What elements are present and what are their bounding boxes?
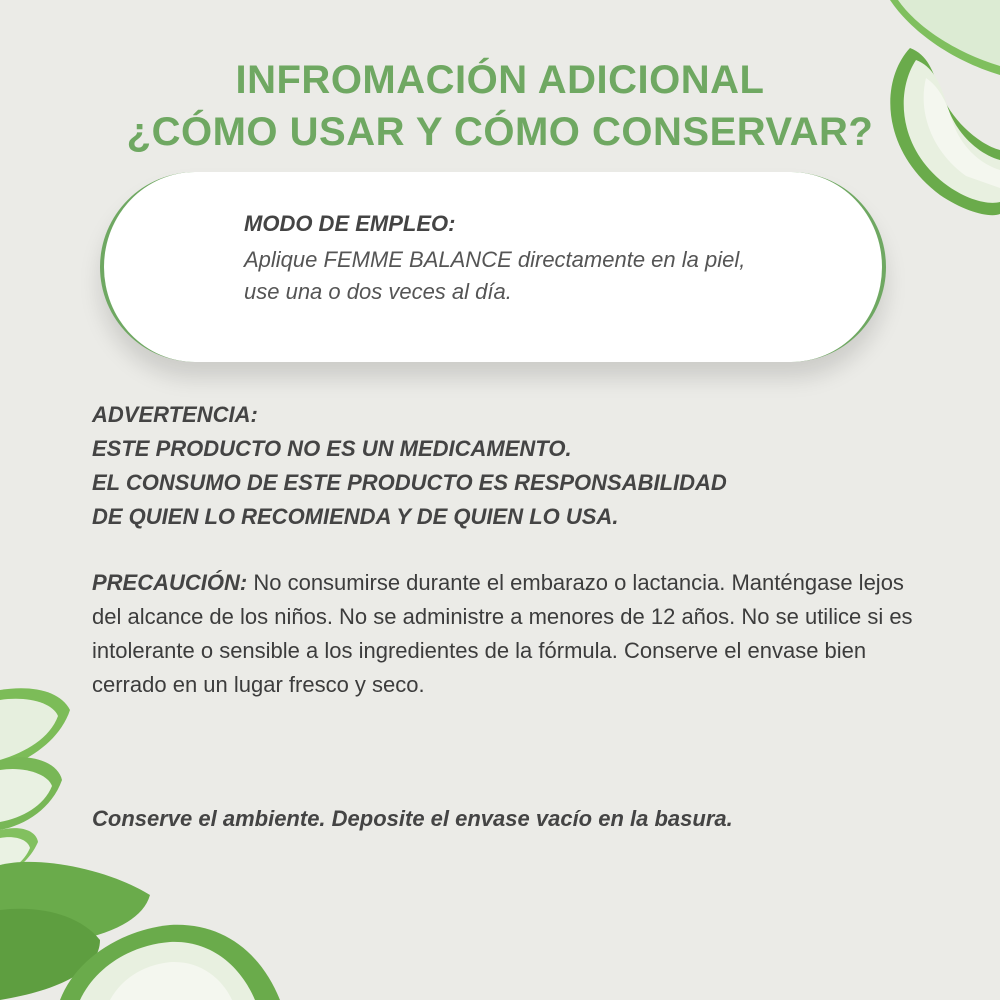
precaution-block xyxy=(92,566,922,702)
usage-heading: MODO DE EMPLEO: xyxy=(244,211,456,236)
warning-line: ADVERTENCIA: xyxy=(92,402,258,427)
warning-line: ESTE PRODUCTO NO ES UN MEDICAMENTO. xyxy=(92,436,572,461)
precaution-label: PRECAUCIÓN: xyxy=(92,570,248,595)
usage-text: Aplique FEMME BALANCE directamente en la piel, use una o dos veces al día. xyxy=(244,247,746,304)
aloe-vera-bottom-left-icon xyxy=(0,680,280,1000)
precaution-text: No consumirse durante el embarazo o lactancia. Manténgase lejos del alcance de los niños. No se administre a menores de 12 años. No se utilice si es intolerante o sensible a los ingredientes de la fórmula. Conserve el envase bien cerrado en un lugar fresco y seco. xyxy=(92,570,913,697)
warning-line: EL CONSUMO DE ESTE PRODUCTO ES RESPONSABILIDAD xyxy=(92,470,727,495)
warning-block xyxy=(92,398,852,534)
environment-note: Conserve el ambiente. Deposite el envase vacío en la basura. xyxy=(92,806,733,831)
page-title-line-1: INFROMACIÓN ADICIONAL xyxy=(235,58,765,102)
page-title-line-2: ¿CÓMO USAR Y CÓMO CONSERVAR? xyxy=(126,110,874,154)
warning-line: DE QUIEN LO RECOMIENDA Y DE QUIEN LO USA. xyxy=(92,504,619,529)
